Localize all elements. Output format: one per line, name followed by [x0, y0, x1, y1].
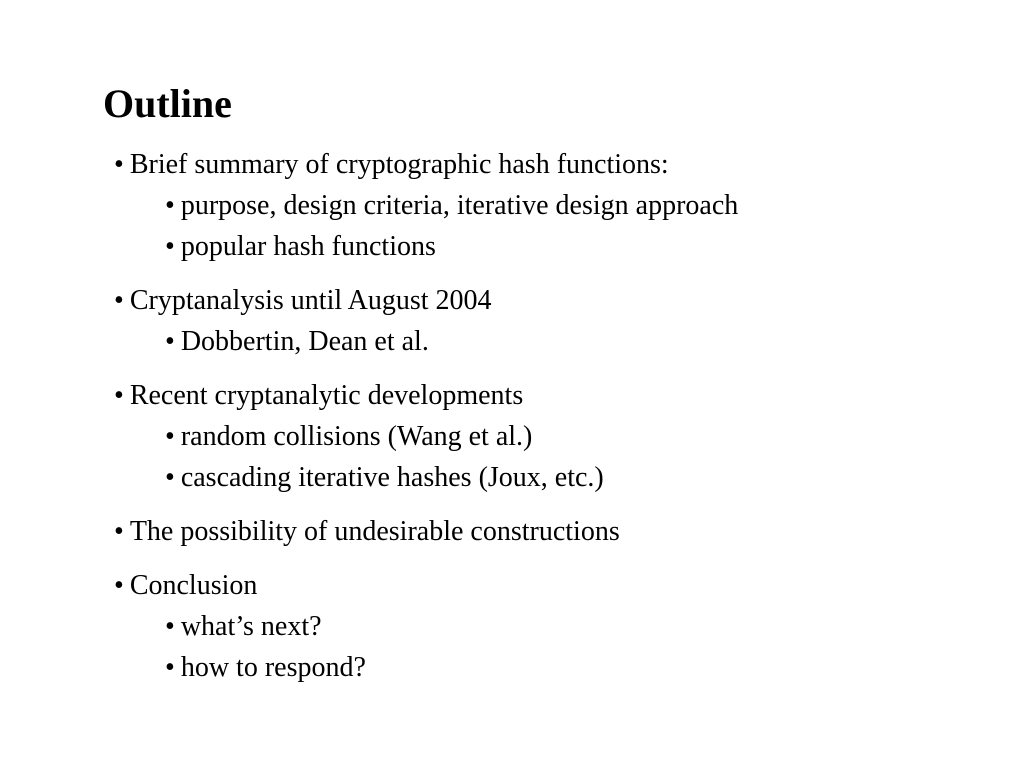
outline-subitem	[114, 606, 994, 647]
outline-subitem-text: how to respond?	[180, 652, 366, 683]
outline-item-text: Conclusion	[129, 570, 258, 601]
bullet: •	[165, 652, 175, 683]
outline-subitem-text: purpose, design criteria, iterative design approach	[180, 190, 739, 221]
outline-item	[114, 144, 994, 185]
outline-subitem	[114, 416, 994, 457]
outline-subitem	[114, 185, 994, 226]
outline-list	[114, 144, 994, 701]
bullet: •	[114, 285, 124, 316]
bullet: •	[114, 570, 124, 601]
bullet: •	[165, 611, 175, 642]
outline-section	[114, 375, 994, 498]
outline-item-text: Cryptanalysis until August 2004	[129, 285, 492, 316]
outline-subitem-text: what’s next?	[180, 611, 322, 642]
bullet: •	[114, 516, 124, 547]
bullet: •	[165, 462, 175, 493]
outline-item-text: Brief summary of cryptographic hash functions:	[129, 149, 669, 180]
outline-section	[114, 144, 994, 267]
outline-item-text: The possibility of undesirable constructions	[129, 516, 620, 547]
outline-subitem-text: popular hash functions	[180, 231, 436, 262]
outline-item	[114, 280, 994, 321]
bullet: •	[165, 231, 175, 262]
outline-subitem	[114, 226, 994, 267]
outline-section	[114, 280, 994, 362]
outline-subitem	[114, 321, 994, 362]
outline-item-text: Recent cryptanalytic developments	[129, 380, 524, 411]
bullet: •	[114, 380, 124, 411]
bullet: •	[114, 149, 124, 180]
bullet: •	[165, 421, 175, 452]
bullet: •	[165, 190, 175, 221]
outline-section	[114, 565, 994, 688]
outline-subitem-text: cascading iterative hashes (Joux, etc.)	[180, 462, 604, 493]
outline-item	[114, 565, 994, 606]
slide-title: Outline	[103, 81, 232, 126]
outline-item	[114, 375, 994, 416]
outline-item	[114, 511, 994, 552]
outline-subitem-text: Dobbertin, Dean et al.	[180, 326, 429, 357]
outline-subitem	[114, 647, 994, 688]
outline-subitem-text: random collisions (Wang et al.)	[180, 421, 533, 452]
outline-section	[114, 511, 994, 552]
bullet: •	[165, 326, 175, 357]
outline-subitem	[114, 457, 994, 498]
